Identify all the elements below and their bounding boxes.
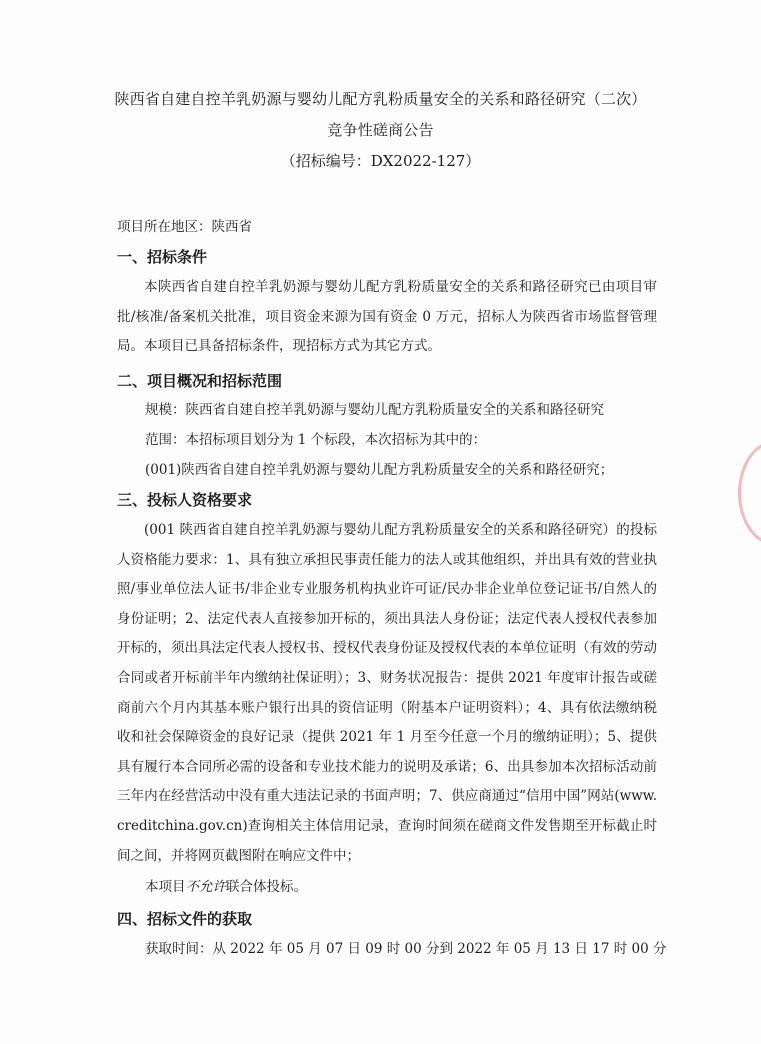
tender-number: （招标编号：DX2022-127）: [280, 152, 481, 170]
tender-conditions-text: 本陕西省自建自控羊乳奶源与婴幼儿配方乳粉质量安全的关系和路径研究已由项目审批/核准/备案机关批准，项目资金来源为国有资金 0 万元，招标人为陕西省市场监督管理局。本项目已具备招标条件，现招标方式为其它方式。: [117, 279, 657, 355]
acquisition-time: 获取时间：从 2022 年 05 月 07 日 09 时 00 分到 2022 年 05 月 13 日 17 时 00 分: [145, 941, 667, 957]
consortium-not-allowed: 不允许: [185, 879, 226, 895]
section-heading-tender-conditions: 一、招标条件: [117, 248, 208, 266]
project-region: 项目所在地区：陕西省: [117, 219, 252, 235]
document-title: 陕西省自建自控羊乳奶源与婴幼儿配方乳粉质量安全的关系和路径研究（二次）: [114, 90, 647, 108]
bidder-qualification-text: (001 陕西省自建自控羊乳奶源与婴幼儿配方乳粉质量安全的关系和路径研究）的投标人资格能力要求：1、具有独立承担民事责任能力的法人或其他组织，并出具有效的营业执照/事业单位法人证书/非企业专业服务机构执业许可证/民办非企业单位登记证书/自然人的身份证明；2、法定代表人直接参加开标的，须出具法人身份证；法定代表人授权代表参加开标的，须出具法定代表人授权书、授权代表身份证及授权代表的本单位证明（有效的劳动合同或者开标前半年内缴纳社保证明）；3、财务状况报告：提供 2021 年度审计报告或磋商前六个月内其基本账户银行出具的资信证明（附基本户证明资料）；4、具有依法缴纳税收和社会保障资金的良好记录（提供 2021 年 1 月至今任意一个月的缴纳证明）；5、提供具有履行本合同所必需的设备和专业技术能力的说明及承诺；6、出具参加本次招标活动前三年内在经营活动中没有重大违法记录的书面声明；7、供应商通过“信用中国”网站(www.creditchina.gov.cn)查询相关主体信用记录，查询时间须在磋商文件发售期至开标截止时间之间，并将网页截图附在响应文件中；: [117, 522, 657, 864]
project-lot: (001)陕西省自建自控羊乳奶源与婴幼儿配方乳粉质量安全的关系和路径研究；: [145, 462, 614, 478]
section-heading-document-acquisition: 四、招标文件的获取: [117, 910, 253, 928]
consortium-statement: [145, 873, 307, 901]
consortium-suffix: 联合体投标。: [226, 879, 307, 895]
document-subtitle: 竞争性磋商公告: [327, 121, 434, 139]
project-scale: 规模：陕西省自建自控羊乳奶源与婴幼儿配方乳粉质量安全的关系和路径研究: [145, 402, 604, 418]
section-heading-project-overview: 二、项目概况和招标范围: [117, 372, 283, 390]
project-scope: 范围：本招标项目划分为 1 个标段，本次招标为其中的：: [145, 432, 487, 448]
title-block: [0, 84, 761, 177]
seal-stamp: [738, 440, 761, 546]
section-heading-bidder-qualification: 三、投标人资格要求: [117, 491, 253, 509]
consortium-prefix: 本项目: [145, 879, 186, 895]
